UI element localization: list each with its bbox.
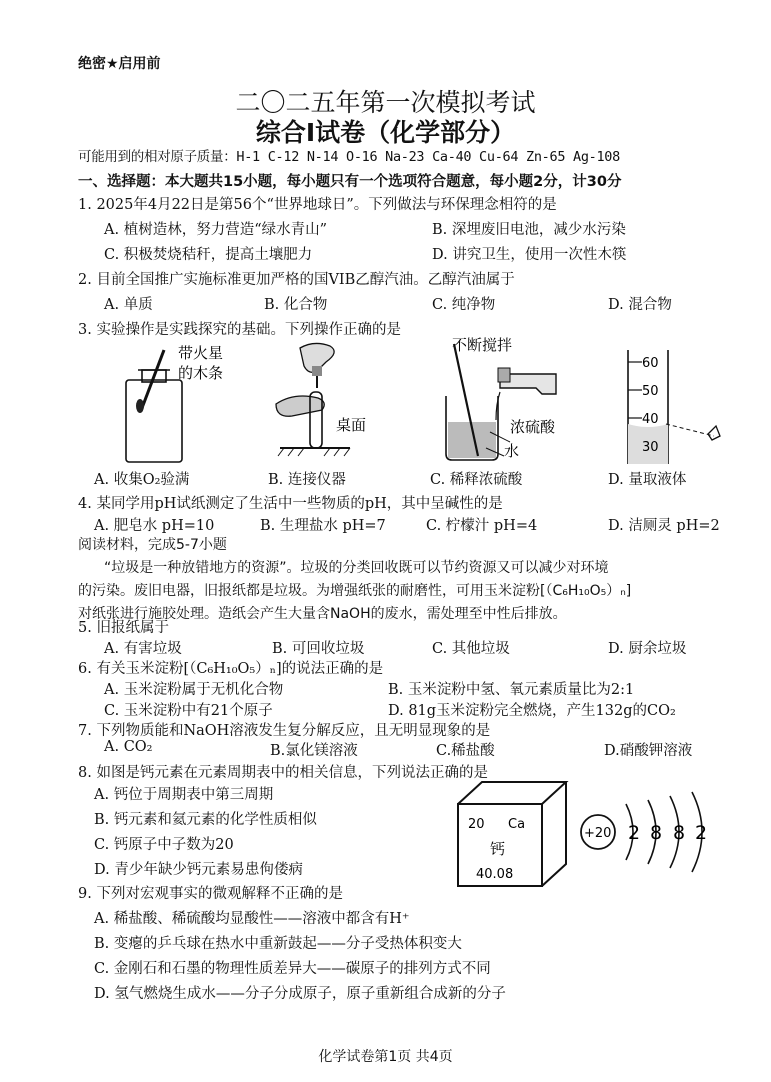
cylinder-60: 60 xyxy=(642,356,659,371)
q3-apparatus-figures xyxy=(80,332,760,470)
q8-option-d: D. 青少年缺少钙元素易患佝偻病 xyxy=(94,862,303,878)
q4-option-c: C. 柠檬汁 pH=4 xyxy=(426,518,538,534)
cylinder-50: 50 xyxy=(642,384,659,399)
label-splint-1: 带火星 xyxy=(178,344,224,362)
element-number: 20 xyxy=(468,817,485,832)
q8-option-a: A. 钙位于周期表中第三周期 xyxy=(94,787,274,803)
element-name: 钙 xyxy=(490,840,506,858)
shell-3-electrons: 8 xyxy=(673,822,686,844)
label-acid: 浓硫酸 xyxy=(510,418,556,436)
reading-line-3: 对纸张进行施胶处理。造纸会产生大量含NaOH的废水，需处理至中性后排放。 xyxy=(78,606,567,622)
exam-title: 二〇二五年第一次模拟考试 xyxy=(235,88,536,117)
label-splint-2: 的木条 xyxy=(178,364,224,382)
label-desk: 桌面 xyxy=(336,416,367,434)
reading-line-2: 的污染。废旧电器，旧报纸都是垃圾。为增强纸张的耐磨性，可用玉米淀粉[（C₆H₁₀O₅）ₙ] xyxy=(78,583,632,599)
q3-option-c: C. 稀释浓硫酸 xyxy=(430,472,523,488)
q2-option-b: B. 化合物 xyxy=(264,297,328,313)
q5-option-b: B. 可回收垃圾 xyxy=(272,641,365,657)
q4-option-b: B. 生理盐水 pH=7 xyxy=(260,518,386,534)
q3-stem: 3. 实验操作是实践探究的基础。下列操作正确的是 xyxy=(78,322,401,338)
q2-stem: 2. 目前全国推广实施标准更加严格的国VIB乙醇汽油。乙醇汽油属于 xyxy=(78,272,515,288)
secret-label: 绝密★启用前 xyxy=(78,56,161,72)
q1-option-b: B. 深埋废旧电池，减少水污染 xyxy=(432,222,626,238)
q9-option-d: D. 氢气燃烧生成水——分子分成原子，原子重新组合成新的分子 xyxy=(94,986,506,1002)
reading-line-1: “垃圾是一种放错地方的资源”。垃圾的分类回收既可以节约资源又可以减少对环境 xyxy=(104,560,609,576)
reading-intro: 阅读材料，完成5-7小题 xyxy=(78,537,227,553)
cylinder-30: 30 xyxy=(642,440,659,455)
q6-option-b: B. 玉米淀粉中氢、氧元素质量比为2:1 xyxy=(388,682,635,698)
q7-stem: 7. 下列物质能和NaOH溶液发生复分解反应，且无明显现象的是 xyxy=(78,723,491,739)
shell-4-electrons: 2 xyxy=(695,822,708,844)
nucleus-charge: +20 xyxy=(584,826,612,841)
atomic-masses: 可能用到的相对原子质量：H-1 C-12 N-14 O-16 Na-23 Ca-40 Cu-64 Zn-65 Ag-108 xyxy=(78,149,620,165)
shell-1-electrons: 2 xyxy=(628,822,641,844)
q6-option-d: D. 81g玉米淀粉完全燃烧，产生132g的CO₂ xyxy=(388,703,676,719)
q9-option-a: A. 稀盐酸、稀硫酸均显酸性——溶液中都含有H⁺ xyxy=(94,911,410,927)
exam-subtitle: 综合Ⅰ试卷（化学部分） xyxy=(255,118,516,147)
q5-stem: 5. 旧报纸属于 xyxy=(78,620,169,636)
q7-option-c: C.稀盐酸 xyxy=(436,743,495,759)
q1-option-a: A. 植树造林，努力营造“绿水青山” xyxy=(104,222,328,238)
q2-option-c: C. 纯净物 xyxy=(432,297,496,313)
q6-stem: 6. 有关玉米淀粉[（C₆H₁₀O₅）ₙ]的说法正确的是 xyxy=(78,661,384,677)
q8-option-c: C. 钙原子中子数为20 xyxy=(94,837,234,853)
q5-option-c: C. 其他垃圾 xyxy=(432,641,510,657)
q4-option-d: D. 洁厕灵 pH=2 xyxy=(608,518,720,534)
q1-stem: 1. 2025年4月22日是第56个“世界地球日”。下列做法与环保理念相符的是 xyxy=(78,197,557,213)
q3-option-a: A. 收集O₂验满 xyxy=(94,472,190,488)
q8-stem: 8. 如图是钙元素在元素周期表中的相关信息，下列说法正确的是 xyxy=(78,765,488,781)
q5-option-d: D. 厨余垃圾 xyxy=(608,641,687,657)
q9-stem: 9. 下列对宏观事实的微观解释不正确的是 xyxy=(78,886,343,902)
q7-option-d: D.硝酸钾溶液 xyxy=(604,743,693,759)
figure-b-test-tube xyxy=(276,343,350,456)
q3-option-d: D. 量取液体 xyxy=(608,472,687,488)
q2-option-a: A. 单质 xyxy=(104,297,153,313)
q4-stem: 4. 某同学用pH试纸测定了生活中一些物质的pH，其中呈碱性的是 xyxy=(78,496,503,512)
q2-option-d: D. 混合物 xyxy=(608,297,672,313)
element-mass: 40.08 xyxy=(476,867,514,882)
q6-option-a: A. 玉米淀粉属于无机化合物 xyxy=(104,682,284,698)
q9-option-c: C. 金刚石和石墨的物理性质差异大——碳原子的排列方式不同 xyxy=(94,961,491,977)
figure-a-gas-bottle xyxy=(126,350,182,462)
q9-option-b: B. 变瘪的乒乓球在热水中重新鼓起——分子受热体积变大 xyxy=(94,936,462,952)
element-symbol: Ca xyxy=(508,817,526,832)
q7-option-b: B.氯化镁溶液 xyxy=(270,743,358,759)
calcium-element-figure xyxy=(452,778,722,890)
page-footer: 化学试卷第1页 共4页 xyxy=(318,1049,453,1065)
q5-option-a: A. 有害垃圾 xyxy=(104,641,182,657)
q6-option-c: C. 玉米淀粉中有21个原子 xyxy=(104,703,273,719)
q8-option-b: B. 钙元素和氦元素的化学性质相似 xyxy=(94,812,317,828)
label-water: 水 xyxy=(504,442,520,460)
cylinder-40: 40 xyxy=(642,412,659,427)
label-stir: 不断搅拌 xyxy=(452,336,513,354)
q1-option-d: D. 讲究卫生，使用一次性木筷 xyxy=(432,247,627,263)
section-heading: 一、选择题：本大题共15小题，每小题只有一个选项符合题意，每小题2分，计30分 xyxy=(78,174,622,190)
q1-option-c: C. 积极焚烧秸秆，提高土壤肥力 xyxy=(104,247,313,263)
shell-2-electrons: 8 xyxy=(650,822,663,844)
q7-option-a: A. CO₂ xyxy=(104,739,153,755)
q3-option-b: B. 连接仪器 xyxy=(268,472,346,488)
figure-c-beaker xyxy=(446,344,556,460)
q4-option-a: A. 肥皂水 pH=10 xyxy=(94,518,215,534)
